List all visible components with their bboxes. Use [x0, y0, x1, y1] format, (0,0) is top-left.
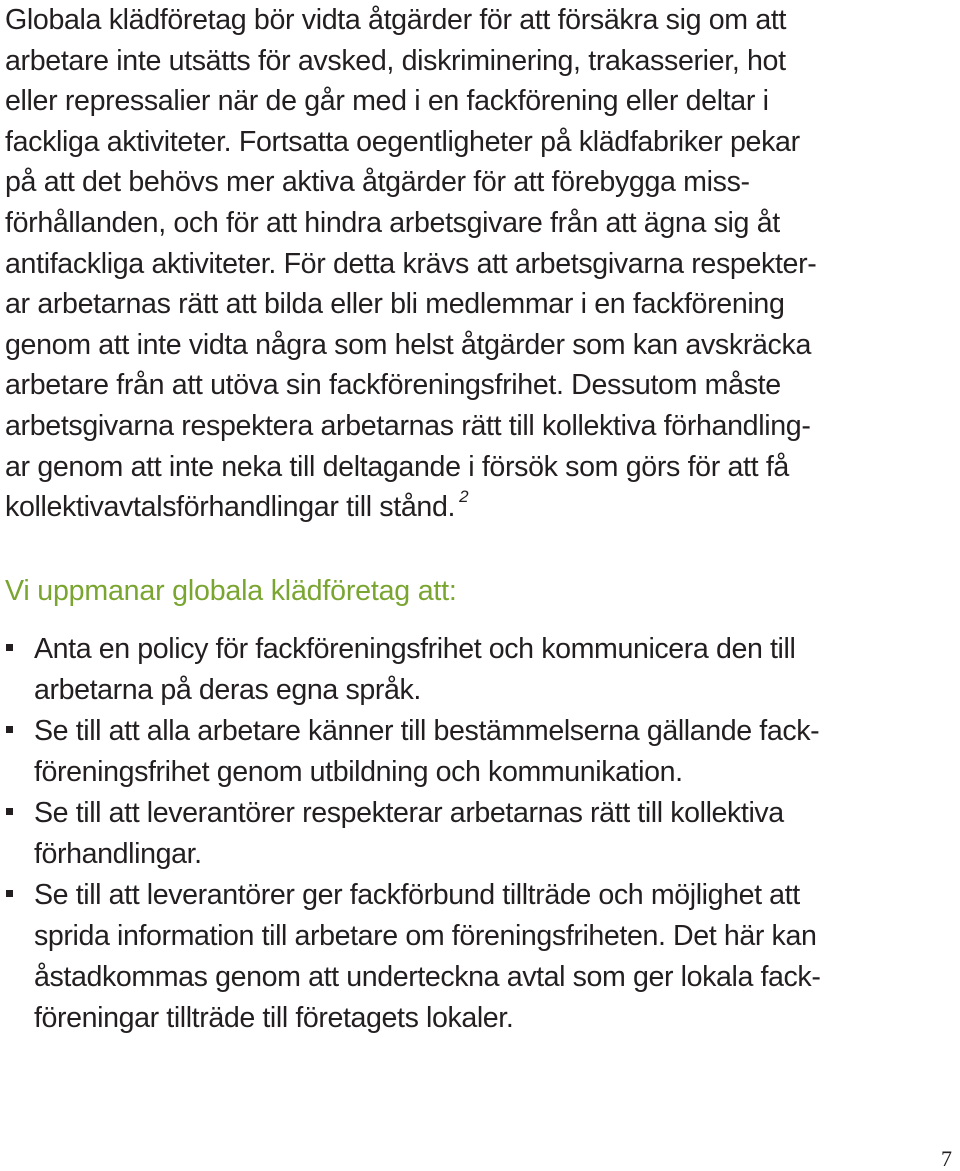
list-item-line: förhandlingar. [34, 838, 202, 870]
list-item-text [34, 875, 960, 1039]
page-number: 7 [941, 1146, 952, 1171]
intro-line: fackliga aktiviteter. Fortsatta oegentligheter på klädfabriker pekar [5, 125, 800, 158]
list-item-line: Se till att leverantörer ger fackförbund tillträde och möjlighet att [34, 879, 800, 911]
intro-line: antifackliga aktiviteter. För detta krävs att arbetsgivarna respekter- [5, 247, 817, 280]
intro-line: ar genom att inte neka till deltagande i försök som görs för att få [5, 450, 789, 483]
list-item-text [34, 629, 960, 711]
list-item [0, 711, 960, 793]
intro-line: Globala klädföretag bör vidta åtgärder för att försäkra sig om att [5, 4, 787, 36]
intro-line: arbetare inte utsätts för avsked, diskriminering, trakasserier, hot [5, 44, 786, 77]
intro-line: förhållanden, och för att hindra arbetsgivare från att ägna sig åt [5, 206, 780, 239]
intro-line: på att det behövs mer aktiva åtgärder för att förebygga miss- [5, 166, 750, 199]
list-item-text [34, 711, 960, 793]
list-item-line: åstadkommas genom att underteckna avtal som ger lokala fack- [34, 961, 821, 993]
intro-line: genom att inte vidta några som helst åtgärder som kan avskräcka [5, 328, 811, 361]
list-item-line: föreningsfrihet genom utbildning och kommunikation. [34, 756, 683, 788]
list-item [0, 793, 960, 875]
intro-line: ar arbetarnas rätt att bilda eller bli medlemmar i en fackförening [5, 288, 785, 321]
list-item-line: Anta en policy för fackföreningsfrihet och kommunicera den till [34, 633, 796, 665]
intro-paragraph [5, 0, 950, 528]
intro-line: arbetare från att utöva sin fackföreningsfrihet. Dessutom måste [5, 369, 781, 402]
list-item [0, 875, 960, 1039]
list-item-line: föreningar tillträde till företagets lokaler. [34, 1002, 514, 1034]
intro-line: eller repressalier när de går med i en fackförening eller deltar i [5, 85, 769, 118]
intro-line-last [5, 487, 950, 528]
list-item-line: arbetarna på deras egna språk. [34, 674, 421, 706]
intro-line: arbetsgivarna respektera arbetarnas rätt till kollektiva förhandling- [5, 409, 811, 442]
list-item-line: Se till att leverantörer respekterar arbetarnas rätt till kollektiva [34, 797, 784, 829]
square-bullet-icon [6, 644, 13, 651]
square-bullet-icon [6, 726, 13, 733]
list-item-line: sprida information till arbetare om föreningsfriheten. Det här kan [34, 920, 817, 952]
square-bullet-icon [6, 808, 13, 815]
list-item-text [34, 793, 960, 875]
list-item-line: Se till att alla arbetare känner till bestämmelserna gällande fack- [34, 715, 820, 747]
recommendation-list [0, 629, 960, 1039]
square-bullet-icon [6, 890, 13, 897]
intro-line-text: kollektivavtalsförhandlingar till stånd. [5, 491, 456, 524]
footnote-marker: 2 [459, 487, 469, 507]
section-heading: Vi uppmanar globala klädföretag att: [5, 575, 457, 607]
list-item [0, 629, 960, 711]
